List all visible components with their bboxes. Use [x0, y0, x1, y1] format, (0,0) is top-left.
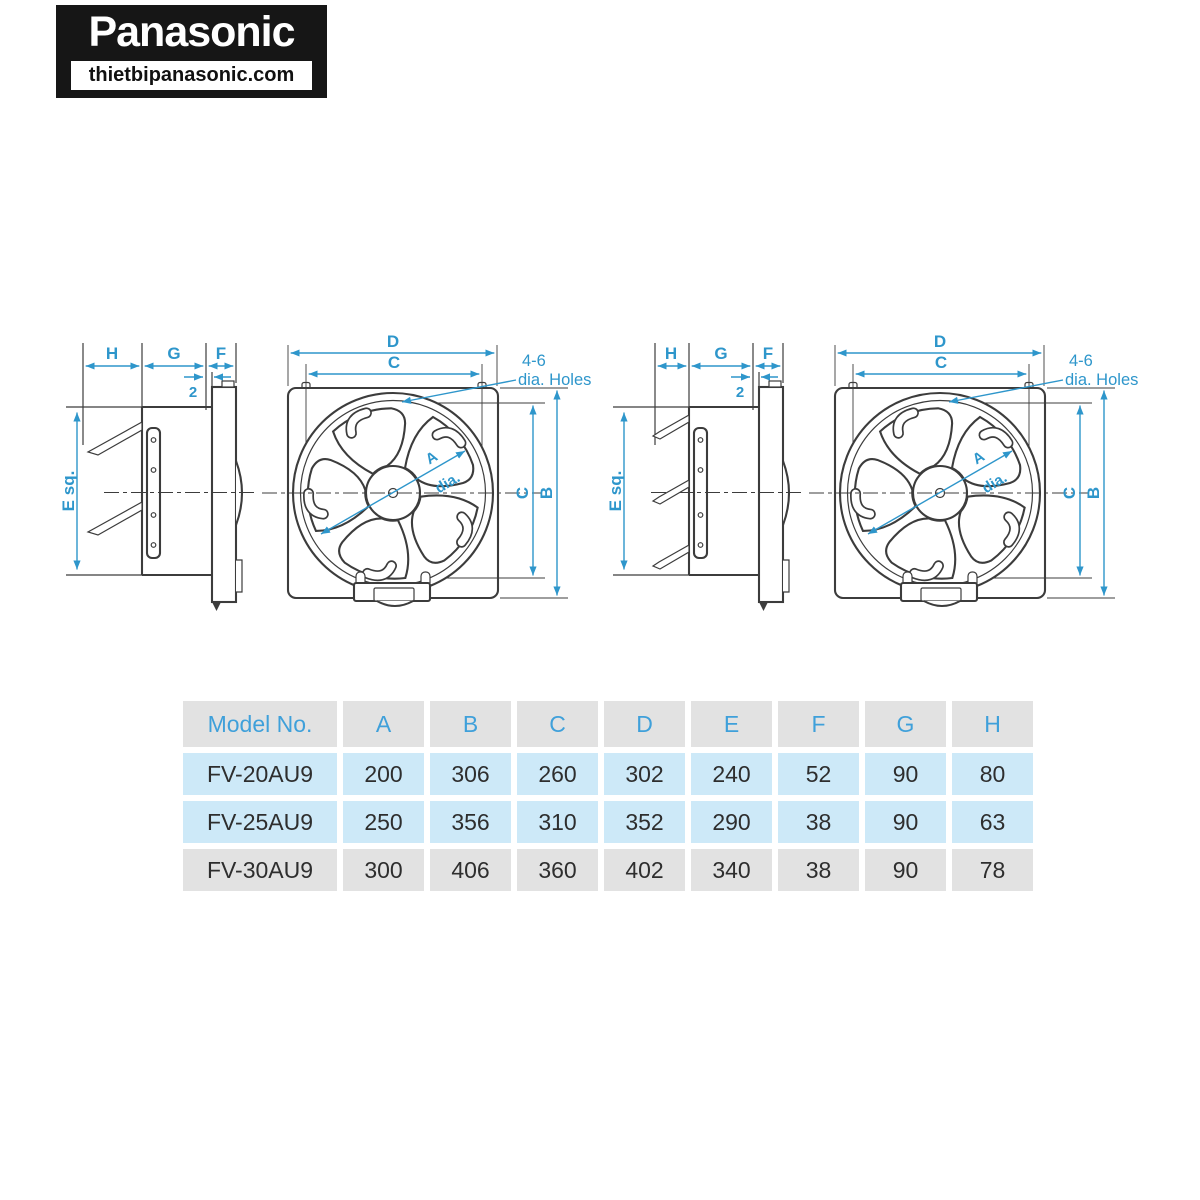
value-cell: 80: [952, 753, 1033, 795]
value-cell: 38: [778, 849, 859, 891]
table-row: [183, 801, 1033, 843]
dimension-label-h: H: [105, 344, 119, 363]
value-cell: 352: [604, 801, 685, 843]
column-header-d: D: [604, 701, 685, 747]
value-cell: 306: [430, 753, 511, 795]
value-cell: 356: [430, 801, 511, 843]
value-cell: 290: [691, 801, 772, 843]
model-cell: FV-30AU9: [183, 849, 337, 891]
value-cell: 52: [778, 753, 859, 795]
value-cell: 90: [865, 801, 946, 843]
column-header-a: A: [343, 701, 424, 747]
column-header-c: C: [517, 701, 598, 747]
fan-dimension-diagram: [0, 330, 1200, 640]
louver-slat: [653, 415, 689, 439]
dimension-label-h: H: [664, 344, 678, 363]
column-header-h: H: [952, 701, 1033, 747]
value-cell: 300: [343, 849, 424, 891]
louver-slat: [653, 545, 689, 569]
table-header-row: [183, 701, 1033, 747]
value-cell: 200: [343, 753, 424, 795]
value-cell: 360: [517, 849, 598, 891]
value-cell: 250: [343, 801, 424, 843]
brand-logo: [56, 5, 327, 98]
brand-website: thietbipanasonic.com: [71, 61, 312, 90]
value-cell: 406: [430, 849, 511, 891]
value-cell: 240: [691, 753, 772, 795]
value-cell: 340: [691, 849, 772, 891]
diagram-set-2: [606, 332, 1138, 611]
value-cell: 260: [517, 753, 598, 795]
table-row: [183, 753, 1033, 795]
column-header-b: B: [430, 701, 511, 747]
value-cell: 402: [604, 849, 685, 891]
dimensions-table: [177, 695, 1039, 897]
column-header-g: G: [865, 701, 946, 747]
value-cell: 310: [517, 801, 598, 843]
value-cell: 90: [865, 753, 946, 795]
model-cell: FV-20AU9: [183, 753, 337, 795]
column-header-f: F: [778, 701, 859, 747]
louver-slat: [88, 502, 142, 535]
value-cell: 78: [952, 849, 1033, 891]
value-cell: 63: [952, 801, 1033, 843]
brand-name: Panasonic: [88, 8, 295, 56]
value-cell: 38: [778, 801, 859, 843]
table-row: [183, 849, 1033, 891]
louver-slat: [88, 422, 142, 455]
diagram-set-1: [59, 332, 591, 611]
column-header-model: Model No.: [183, 701, 337, 747]
value-cell: 302: [604, 753, 685, 795]
column-header-e: E: [691, 701, 772, 747]
model-cell: FV-25AU9: [183, 801, 337, 843]
value-cell: 90: [865, 849, 946, 891]
